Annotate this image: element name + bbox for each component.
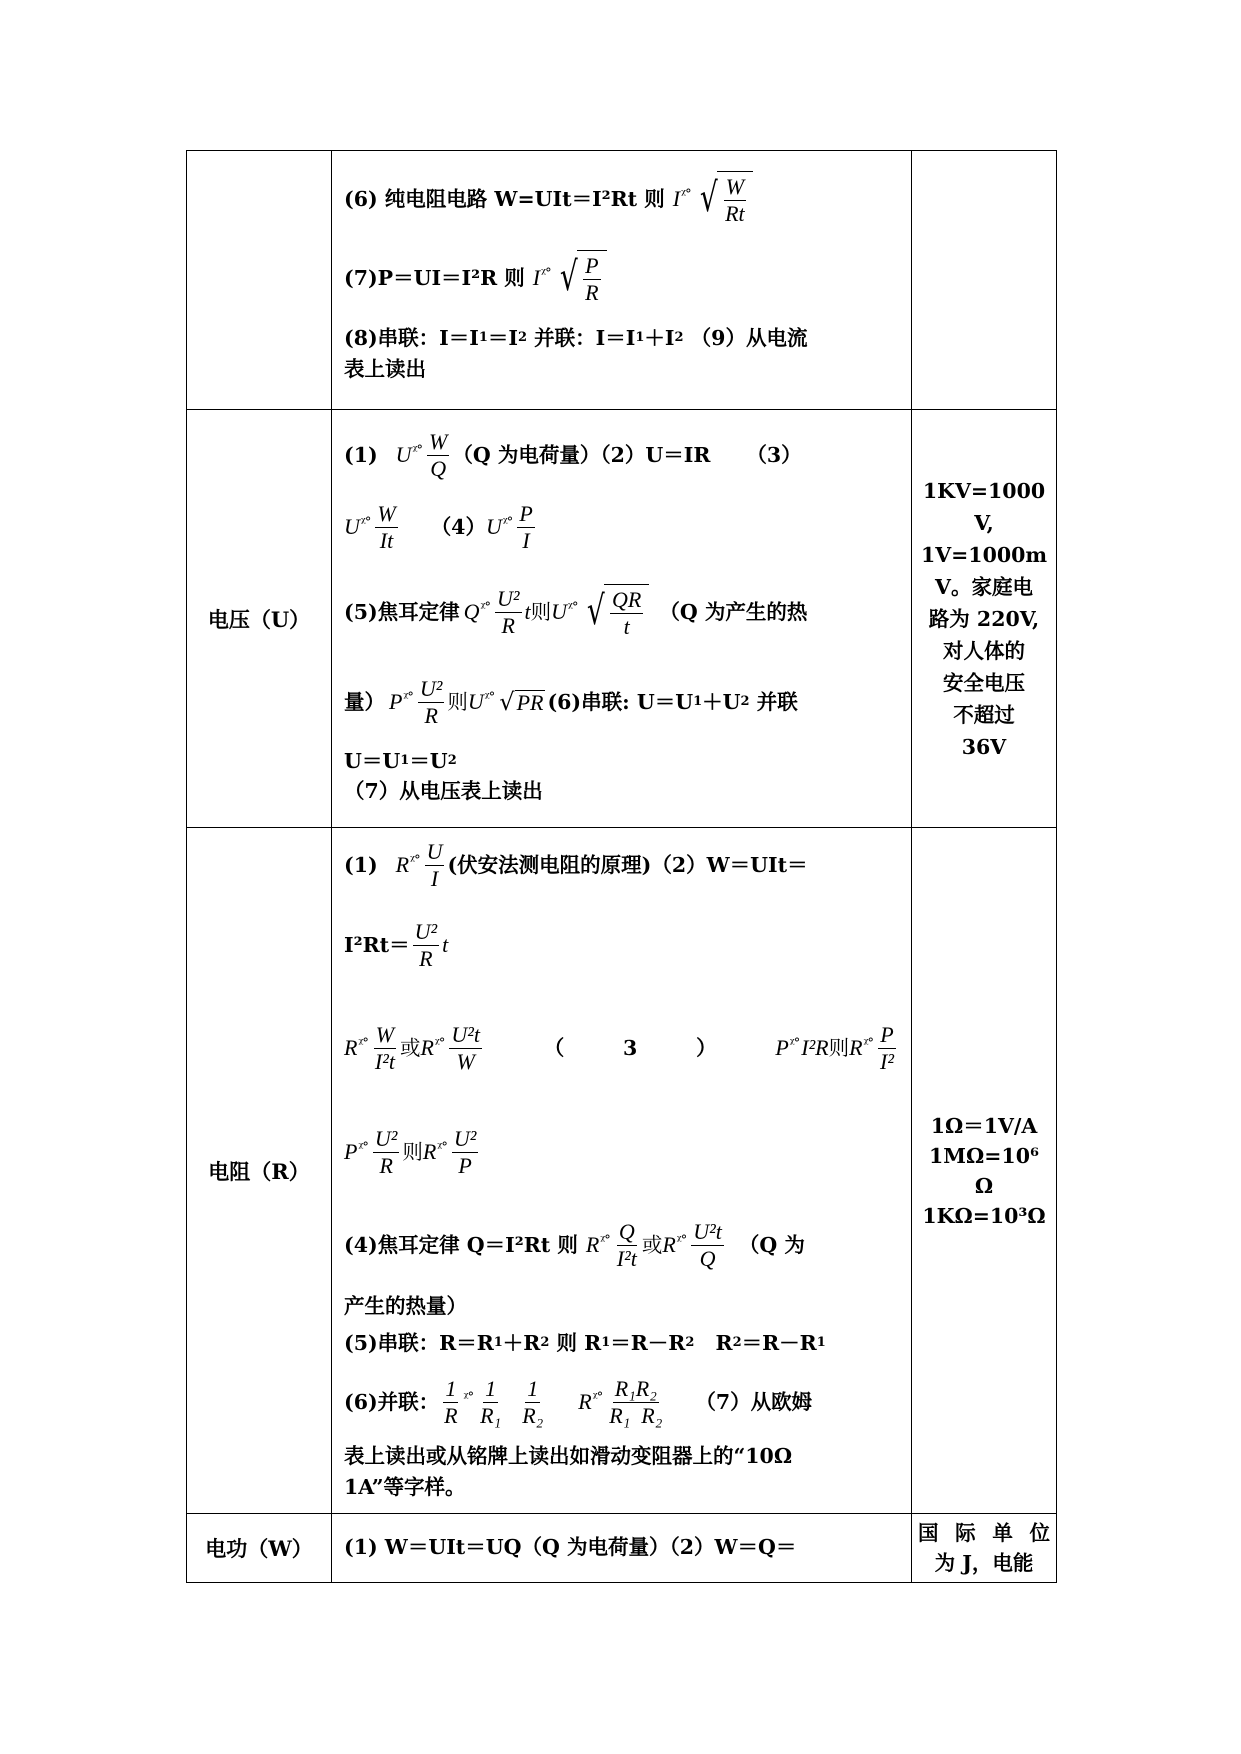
formula-line: (6)并联： $\frac{1}{R}$ ᵡ° $\frac{1}{\text{R₁}}$ $\frac{1}{\text{R₂}}$ R ᵡ° $\frac{\text{R₁R₂}}{\text{R₁ R₂}}$ （7）从欧姆 [344, 1375, 813, 1428]
formula-line: (1) W＝UIt＝UQ（Q 为电荷量）（2）W＝Q＝ [344, 1535, 797, 1559]
table-row [187, 151, 1057, 410]
formula-table [186, 150, 1057, 1583]
row-content [332, 1514, 912, 1583]
formula-line: 量） P ᵡ° $\frac{\text{U²}}{R}$ 则 U ᵡ° √ PR (6)串联: U＝U 1 ＋U 2 并联 [344, 675, 798, 728]
table-row [187, 410, 1057, 828]
formula-line: 表上读出或从铭牌上读出如滑动变阻器上的“10Ω [344, 1444, 793, 1468]
sqrt-expression: √ $\frac{W}{Rt}$ [696, 171, 753, 227]
formula-line: 表上读出 [344, 357, 426, 381]
row-content [332, 410, 912, 828]
formula-line: (1) R ᵡ° $\frac{U}{I}$ (伏安法测电阻的原理)（2）W＝UIt＝ [344, 838, 808, 891]
formula-line: (6) 纯电阻电路 W=UIt＝I²Rt 则 I ᵡ° √ $\frac{W}{Rt}$ [344, 165, 899, 233]
formula-line: U＝U 1 ＝U 2 [344, 749, 457, 773]
row-label [187, 151, 332, 410]
formula-line: (5)串联：R＝R 1 ＋R 2 则 R 1 ＝R－R 2 R 2 ＝R－R 1 [344, 1331, 826, 1355]
row-note [912, 151, 1057, 410]
row-content [332, 828, 912, 1514]
formula-line: (7)P＝UI＝I²R 则 I ᵡ° √ $\frac{P}{R}$ [344, 233, 899, 323]
formula-line: P ᵡ° $\frac{\text{U²}}{R}$ 则 R ᵡ° $\frac{\text{U²}}{P}$ [344, 1125, 477, 1178]
table-row [187, 1514, 1057, 1583]
formula-line: (5)焦耳定律 Q ᵡ° $\frac{\text{U²}}{R}$ t 则 U ᵡ° √ $\frac{QR}{t}$ （Q 为产生的热 [344, 585, 808, 639]
formula-line: （7）从电压表上读出 [344, 779, 543, 803]
formula-line: 1A”等字样。 [344, 1475, 466, 1499]
row-note: 1KV=1000 V, 1V=1000m V。家庭电 路为 220V, 对人体的 安全电压 不超过 36V [912, 410, 1057, 828]
formula-line: (8)串联：I＝I 1 ＝I 2 并联：I＝I 1 ＋I 2 （9）从电流 [344, 326, 808, 350]
formula-line: (1) U ᵡ° $\frac{W}{Q}$ （Q 为电荷量）（2）U＝IR （3） [344, 428, 802, 481]
formula-line: R ᵡ° $\frac{W}{\text{I²t}}$ 或 R ᵡ° $\frac{\text{U²t}}{W}$ （ 3 ） P ᵡ° I²R 则 R ᵡ° $\frac{P}{\text{I²}}$ [344, 1021, 894, 1074]
table-row [187, 828, 1057, 1514]
formula-line: 产生的热量） [344, 1294, 467, 1318]
row-note: 国际单位 为 J，电能 [912, 1514, 1057, 1583]
row-content [332, 151, 912, 410]
row-note: 1Ω＝1V/A 1MΩ=10⁶ Ω 1KΩ=10³Ω [912, 828, 1057, 1514]
sqrt-expression: √ $\frac{QR}{t}$ [583, 584, 650, 640]
row-label: 电功（W） [187, 1514, 332, 1583]
formula-line: U ᵡ° $\frac{W}{It}$ （4） U ᵡ° $\frac{P}{I}$ [344, 500, 533, 553]
row-label: 电压（U） [187, 410, 332, 828]
row-label: 电阻（R） [187, 828, 332, 1514]
formula-line: I²Rt＝ $\frac{\text{U²}}{R}$ t [344, 918, 449, 971]
formula-line: (4)焦耳定律 Q＝I²Rt 则 R ᵡ° $\frac{Q}{\text{I²t}}$ 或 R ᵡ° $\frac{\text{U²t}}{Q}$ （Q 为 [344, 1218, 805, 1271]
sqrt-expression: √ $\frac{P}{R}$ [556, 250, 607, 306]
